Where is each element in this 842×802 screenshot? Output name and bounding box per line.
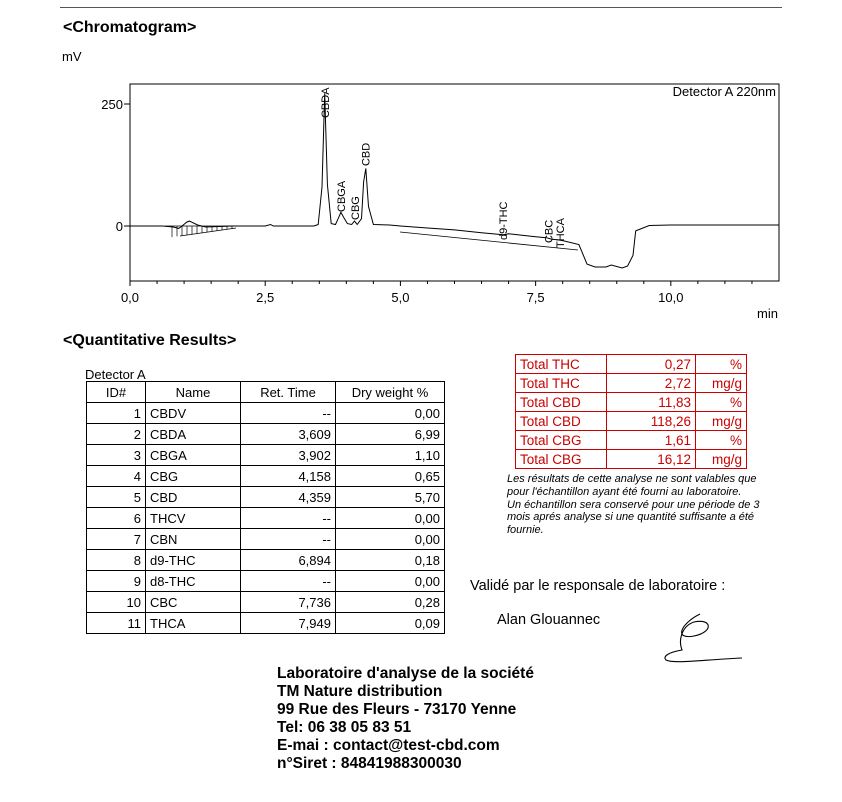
row-id: 8 [87, 550, 146, 571]
row-id: 5 [87, 487, 146, 508]
total-unit: mg/g [696, 450, 747, 469]
row-name: CBC [146, 592, 241, 613]
total-label: Total CBD [516, 393, 607, 412]
disclaimer-p1: Les résultats de cette analyse ne sont valables que pour l'échantillon ayant été fourni au laboratoire. [507, 473, 757, 498]
row-dry-weight: 0,28 [336, 592, 445, 613]
x-tick-label: 2,5 [256, 290, 275, 305]
x-tick-label: 5,0 [391, 290, 410, 305]
totals-row [516, 431, 747, 450]
row-ret-time: -- [241, 508, 336, 529]
row-ret-time: -- [241, 403, 336, 424]
row-dry-weight: 0,00 [336, 529, 445, 550]
row-ret-time: 4,158 [241, 466, 336, 487]
table-row [87, 571, 445, 592]
table-row [87, 550, 445, 571]
y-tick-label: 0 [115, 219, 123, 234]
row-dry-weight: 0,18 [336, 550, 445, 571]
detector-label: Detector A 220nm [672, 84, 776, 99]
row-name: CBDV [146, 403, 241, 424]
totals-row [516, 450, 747, 469]
row-id: 2 [87, 424, 146, 445]
lab-email: E-mai : contact@test-cbd.com [277, 737, 500, 754]
results-table [86, 381, 445, 634]
total-value: 1,61 [607, 431, 696, 450]
total-unit: % [696, 431, 747, 450]
row-dry-weight: 6,99 [336, 424, 445, 445]
row-dry-weight: 0,00 [336, 571, 445, 592]
row-name: d9-THC [146, 550, 241, 571]
row-name: CBG [146, 466, 241, 487]
header-dry-weight: Dry weight % [336, 382, 445, 403]
lab-info [277, 665, 534, 773]
peak-label: CBGA [336, 180, 349, 212]
total-label: Total CBD [516, 412, 607, 431]
total-label: Total THC [516, 355, 607, 374]
row-dry-weight: 5,70 [336, 487, 445, 508]
header-ret-time: Ret. Time [241, 382, 336, 403]
row-dry-weight: 0,09 [336, 613, 445, 634]
row-dry-weight: 0,00 [336, 508, 445, 529]
x-unit-label: min [757, 306, 778, 321]
total-value: 0,27 [607, 355, 696, 374]
row-name: CBGA [146, 445, 241, 466]
validation-text: Validé par le responsale de laboratoire : [470, 578, 726, 594]
handwritten-signature [660, 610, 750, 670]
row-dry-weight: 0,65 [336, 466, 445, 487]
row-id: 4 [87, 466, 146, 487]
peak-label: THCA [554, 218, 567, 249]
table-row [87, 487, 445, 508]
totals-row [516, 412, 747, 431]
row-id: 11 [87, 613, 146, 634]
row-name: CBDA [146, 424, 241, 445]
table-row [87, 613, 445, 634]
row-name: THCA [146, 613, 241, 634]
header-id: ID# [87, 382, 146, 403]
row-ret-time: -- [241, 529, 336, 550]
row-ret-time: 7,736 [241, 592, 336, 613]
quant-title: <Quantitative Results> [63, 332, 237, 349]
table-row [87, 466, 445, 487]
detector-caption: Detector A [85, 367, 146, 382]
row-id: 7 [87, 529, 146, 550]
total-value: 16,12 [607, 450, 696, 469]
plot-frame [130, 84, 779, 281]
totals-row [516, 374, 747, 393]
signer-name: Alan Glouannec [497, 612, 601, 628]
lab-siret: n°Siret : 84841988300030 [277, 755, 462, 772]
peak-label: d9-THC [497, 201, 510, 240]
total-label: Total CBG [516, 450, 607, 469]
x-tick-label: 7,5 [526, 290, 545, 305]
y-unit-label: mV [62, 49, 82, 64]
disclaimer-p2: Un échantillon sera conservé pour une période de 3 mois aprés analyse si une quantité suffisante a été fournie. [507, 498, 760, 537]
row-ret-time: 3,609 [241, 424, 336, 445]
total-value: 11,83 [607, 393, 696, 412]
y-tick-label: 250 [101, 97, 123, 112]
row-ret-time: 7,949 [241, 613, 336, 634]
axis-ticks [101, 97, 752, 305]
row-id: 10 [87, 592, 146, 613]
total-label: Total THC [516, 374, 607, 393]
totals-row [516, 393, 747, 412]
total-label: Total CBG [516, 431, 607, 450]
x-tick-label: 0,0 [120, 290, 140, 305]
row-dry-weight: 1,10 [336, 445, 445, 466]
peak-label: CBD [360, 142, 373, 166]
totals-row [516, 355, 747, 374]
total-unit: mg/g [696, 412, 747, 431]
table-row [87, 529, 445, 550]
results-header-row [87, 382, 445, 403]
x-tick-label: 10,0 [658, 290, 684, 305]
row-name: CBD [146, 487, 241, 508]
row-name: CBN [146, 529, 241, 550]
peak-label: CBDA [320, 87, 333, 118]
table-row [87, 403, 445, 424]
row-id: 1 [87, 403, 146, 424]
disclaimer [507, 473, 767, 537]
lab-line-4: Tel: 06 38 05 83 51 [277, 719, 412, 736]
table-row [87, 445, 445, 466]
peak-label: CBC [543, 219, 556, 243]
row-dry-weight: 0,00 [336, 403, 445, 424]
row-id: 6 [87, 508, 146, 529]
total-unit: % [696, 393, 747, 412]
peak-label: CBG [349, 196, 362, 220]
totals-table [515, 354, 747, 469]
total-unit: mg/g [696, 374, 747, 393]
table-row [87, 424, 445, 445]
row-ret-time: 4,359 [241, 487, 336, 508]
row-name: THCV [146, 508, 241, 529]
total-value: 118,26 [607, 412, 696, 431]
row-ret-time: -- [241, 571, 336, 592]
header-name: Name [146, 382, 241, 403]
lab-line-1: Laboratoire d'analyse de la société [277, 665, 534, 682]
row-id: 3 [87, 445, 146, 466]
lab-line-3: 99 Rue des Fleurs - 73170 Yenne [277, 701, 517, 718]
chromatogram-chart [0, 0, 842, 330]
table-row [87, 508, 445, 529]
row-name: d8-THC [146, 571, 241, 592]
table-row [87, 592, 445, 613]
chromatogram-trace [130, 93, 779, 268]
total-value: 2,72 [607, 374, 696, 393]
total-unit: % [696, 355, 747, 374]
row-ret-time: 6,894 [241, 550, 336, 571]
baseline-segment-2 [180, 228, 236, 236]
chromatogram-title: <Chromatogram> [63, 19, 197, 36]
row-id: 9 [87, 571, 146, 592]
lab-line-2: TM Nature distribution [277, 683, 443, 700]
row-ret-time: 3,902 [241, 445, 336, 466]
